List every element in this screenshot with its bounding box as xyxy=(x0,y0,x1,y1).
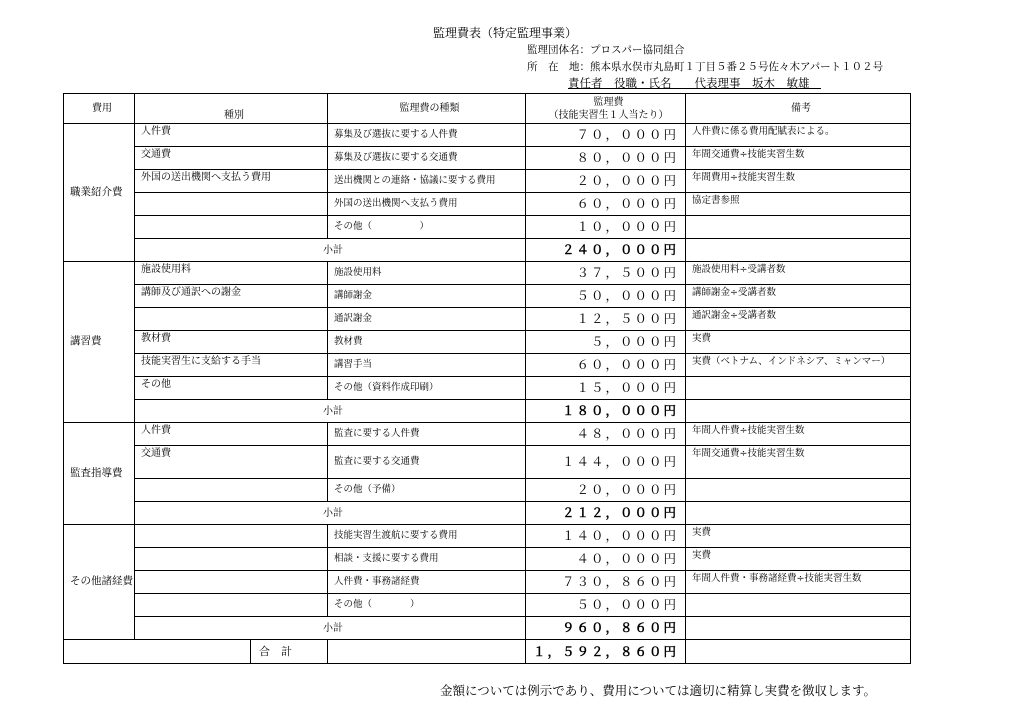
amount-cell: １５，０００円 xyxy=(526,377,686,400)
fee-type-cell: 教材費 xyxy=(328,331,526,354)
kind-cell: 外国の送出機関へ支払う費用 xyxy=(135,170,328,193)
header-cost: 費用 xyxy=(64,94,135,124)
remark-cell xyxy=(686,594,911,617)
header-type: 種別 xyxy=(135,94,328,124)
subtotal-label: 小計 xyxy=(135,617,526,640)
kind-cell xyxy=(135,193,328,216)
remark-cell: 通訳謝金÷受講者数 xyxy=(686,308,911,331)
remark-cell: 協定書参照 xyxy=(686,193,911,216)
total-remark xyxy=(686,640,911,664)
amount-cell: １４４，０００円 xyxy=(526,446,686,479)
page-title: 監理費表（特定監理事業） xyxy=(433,26,578,40)
subtotal-amount: ２１２，０００円 xyxy=(526,502,686,525)
header-remarks: 備考 xyxy=(686,94,911,124)
subtotal-label: 小計 xyxy=(135,502,526,525)
amount-cell: ２０，０００円 xyxy=(526,479,686,502)
total-spacer xyxy=(64,640,328,664)
header-fee-type: 監理費の種類 xyxy=(328,94,526,124)
amount-cell: ７３０，８６０円 xyxy=(526,571,686,594)
remark-cell xyxy=(686,216,911,239)
fee-type-cell: 送出機関との連絡・協議に要する費用 xyxy=(328,170,526,193)
kind-cell xyxy=(135,479,328,502)
subtotal-label: 小計 xyxy=(135,400,526,423)
remark-cell: 実費 xyxy=(686,548,911,571)
subtotal-amount: ２４０，０００円 xyxy=(526,239,686,262)
table-row xyxy=(64,548,911,571)
remark-cell: 人件費に係る費用配賦表による。 xyxy=(686,124,911,147)
fee-type-cell: 募集及び選抜に要する交通費 xyxy=(328,147,526,170)
kind-cell xyxy=(135,548,328,571)
footnote: 金額については例示であり、費用については適切に精算し実費を徴収します。 xyxy=(440,683,877,698)
remark-cell: 年間人件費・事務諸経費÷技能実習生数 xyxy=(686,571,911,594)
kind-cell: 交通費 xyxy=(135,147,328,170)
subtotal-remark xyxy=(686,400,911,423)
table-row xyxy=(64,170,911,193)
amount-cell: ６０，０００円 xyxy=(526,193,686,216)
total-amount: １，５９２，８６０円 xyxy=(526,640,686,664)
fee-type-cell: 通訳謝金 xyxy=(328,308,526,331)
fee-type-cell: 技能実習生渡航に要する費用 xyxy=(328,525,526,548)
category-cell: 講習費 xyxy=(64,262,135,423)
amount-cell: ４８，０００円 xyxy=(526,423,686,446)
subtotal-row xyxy=(64,617,911,640)
header-row xyxy=(64,94,911,124)
remark-cell: 年間人件費÷技能実習生数 xyxy=(686,423,911,446)
kind-cell: 交通費 xyxy=(135,446,328,479)
subtotal-row xyxy=(64,239,911,262)
subtotal-row xyxy=(64,502,911,525)
amount-cell: ４０，０００円 xyxy=(526,548,686,571)
table-row xyxy=(64,571,911,594)
header-fee-line1: 監理費 xyxy=(593,96,624,108)
responsible-person: 責任者 役職・氏名 代表理事 坂木 敏雄 xyxy=(568,76,821,90)
fee-table xyxy=(63,93,911,664)
header-fee xyxy=(526,94,686,124)
kind-cell xyxy=(135,525,328,548)
total-empty xyxy=(328,640,526,664)
remark-cell: 実費 xyxy=(686,331,911,354)
table-row xyxy=(64,262,911,285)
table-row xyxy=(64,124,911,147)
kind-cell: その他 xyxy=(135,377,328,400)
org-name: 監理団体名：プロスパー協同組合 xyxy=(527,44,685,56)
table-row xyxy=(64,147,911,170)
fee-type-cell: 募集及び選抜に要する人件費 xyxy=(328,124,526,147)
remark-cell: 講師謝金÷受講者数 xyxy=(686,285,911,308)
amount-cell: １４０，０００円 xyxy=(526,525,686,548)
category-cell: 職業紹介費 xyxy=(64,124,135,262)
subtotal-remark xyxy=(686,502,911,525)
table-row xyxy=(64,479,911,502)
table-row xyxy=(64,354,911,377)
subtotal-amount: ９６０，８６０円 xyxy=(526,617,686,640)
fee-type-cell: 講習手当 xyxy=(328,354,526,377)
kind-cell xyxy=(135,216,328,239)
amount-cell: ２０，０００円 xyxy=(526,170,686,193)
fee-type-cell: その他（ ） xyxy=(328,216,526,239)
amount-cell: ３７，５００円 xyxy=(526,262,686,285)
subtotal-remark xyxy=(686,239,911,262)
category-cell: その他諸経費 xyxy=(64,525,135,640)
fee-type-cell: 施設使用料 xyxy=(328,262,526,285)
kind-cell: 技能実習生に支給する手当 xyxy=(135,354,328,377)
kind-cell: 教材費 xyxy=(135,331,328,354)
org-address: 所 在 地：熊本県水俣市丸島町１丁目５番２５号佐々木アパート１０２号 xyxy=(527,61,884,73)
remark-cell: 年間費用÷技能実習生数 xyxy=(686,170,911,193)
subtotal-remark xyxy=(686,617,911,640)
amount-cell: ７０，０００円 xyxy=(526,124,686,147)
table-row xyxy=(64,594,911,617)
table-row xyxy=(64,446,911,479)
category-cell: 監査指導費 xyxy=(64,423,135,525)
fee-type-cell: 相談・支援に要する費用 xyxy=(328,548,526,571)
fee-type-cell: 監査に要する人件費 xyxy=(328,423,526,446)
amount-cell: ５，０００円 xyxy=(526,331,686,354)
subtotal-row xyxy=(64,400,911,423)
table-row xyxy=(64,216,911,239)
amount-cell: ５０，０００円 xyxy=(526,285,686,308)
remark-cell: 年間交通費÷技能実習生数 xyxy=(686,147,911,170)
kind-cell: 人件費 xyxy=(135,423,328,446)
fee-type-cell: その他（ ） xyxy=(328,594,526,617)
table-row xyxy=(64,331,911,354)
subtotal-label: 小計 xyxy=(135,239,526,262)
kind-cell xyxy=(135,571,328,594)
total-row xyxy=(64,640,911,664)
remark-cell xyxy=(686,479,911,502)
kind-cell xyxy=(135,594,328,617)
fee-type-cell: その他（予備） xyxy=(328,479,526,502)
table-row xyxy=(64,377,911,400)
fee-type-cell: 人件費・事務諸経費 xyxy=(328,571,526,594)
remark-cell: 施設使用料÷受講者数 xyxy=(686,262,911,285)
table-row xyxy=(64,193,911,216)
fee-type-cell: 外国の送出機関へ支払う費用 xyxy=(328,193,526,216)
table-row xyxy=(64,285,911,308)
table-row xyxy=(64,308,911,331)
subtotal-amount: １８０，０００円 xyxy=(526,400,686,423)
kind-cell: 講師及び通訳への謝金 xyxy=(135,285,328,308)
kind-cell: 施設使用料 xyxy=(135,262,328,285)
kind-cell: 人件費 xyxy=(135,124,328,147)
amount-cell: ５０，０００円 xyxy=(526,594,686,617)
total-label: 合 計 xyxy=(259,645,292,658)
header-fee-line2: （技能実習生１人当たり） xyxy=(548,109,669,121)
fee-type-cell: その他（資料作成印刷） xyxy=(328,377,526,400)
remark-cell: 実費 xyxy=(686,525,911,548)
fee-type-cell: 監査に要する交通費 xyxy=(328,446,526,479)
amount-cell: １２，５００円 xyxy=(526,308,686,331)
fee-type-cell: 講師謝金 xyxy=(328,285,526,308)
remark-cell xyxy=(686,377,911,400)
remark-cell: 実費（ベトナム、インドネシア、ミャンマー） xyxy=(686,354,911,377)
table-row xyxy=(64,525,911,548)
amount-cell: ８０，０００円 xyxy=(526,147,686,170)
amount-cell: ６０，０００円 xyxy=(526,354,686,377)
kind-cell xyxy=(135,308,328,331)
amount-cell: １０，０００円 xyxy=(526,216,686,239)
table-row xyxy=(64,423,911,446)
remark-cell: 年間交通費÷技能実習生数 xyxy=(686,446,911,479)
